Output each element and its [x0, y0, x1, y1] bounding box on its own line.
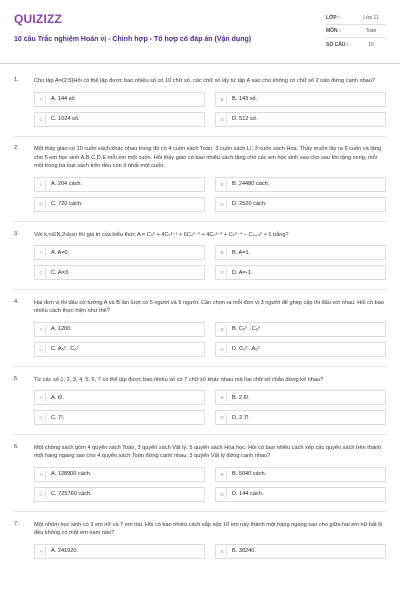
option-text: B. 30240.	[232, 548, 256, 555]
question-text: Một chồng sách gồm 4 quyển sách Toán, 3 quyển sách Vật lý, 5 quyển sách Hóa học. Hỏi có bao nhiêu cách xếp các quyển sách trên thành một hàng ngang sao cho 4 quyển sách Toán đứng cạnh nhau, 3 quyển Vật lý đứng cạnh nhau?	[34, 444, 382, 460]
option-letter: D	[218, 413, 227, 422]
question-divider	[14, 136, 386, 137]
meta-row-class	[326, 12, 386, 25]
option-letter: B	[218, 95, 227, 104]
question-list	[14, 77, 386, 559]
answer-option-a[interactable]	[34, 245, 205, 260]
option-letter: B	[218, 547, 227, 556]
option-text: D. 512 số.	[232, 116, 258, 123]
option-text: B. C₅³ . C₆³	[232, 326, 260, 333]
option-text: C. 720 cách.	[51, 201, 83, 208]
question-text: Từ các số 1, 2, 3, 4, 5, 6, 7 có thể lập được bao nhiêu số có 7 chữ số khác nhau mà hai chữ số chẵn đứng kề nhau?	[34, 376, 324, 383]
option-text: C. 1024 số.	[51, 116, 80, 123]
question-7	[14, 521, 386, 559]
meta-value: 10	[368, 41, 374, 48]
option-text: A. 204 cách.	[51, 181, 83, 188]
answer-options	[34, 544, 386, 559]
question-number: 2.	[14, 145, 19, 152]
meta-label: LỚP :	[326, 15, 340, 21]
option-letter: C	[37, 268, 46, 277]
answer-option-b[interactable]	[215, 544, 386, 559]
answer-option-c[interactable]	[34, 342, 205, 357]
option-letter: C	[37, 413, 46, 422]
option-letter: D	[218, 200, 227, 209]
option-letter: D	[218, 490, 227, 499]
option-text: D. 2520 cách.	[232, 201, 267, 208]
option-letter: D	[218, 345, 227, 354]
answer-options	[34, 177, 386, 212]
answer-options	[34, 390, 386, 425]
answer-option-a[interactable]	[34, 544, 205, 559]
option-letter: C	[37, 115, 46, 124]
question-5	[14, 376, 386, 435]
answer-option-c[interactable]	[34, 487, 205, 502]
option-letter: C	[37, 490, 46, 499]
answer-option-c[interactable]	[34, 112, 205, 127]
option-text: A. 144 số.	[51, 96, 77, 103]
question-text: Hai đơn vị thi đấu cờ tướng A và B lần lượt có 5 người và 6 người. Cần chọn ra mỗi đơn vị 3 người để ghép cặp thi đấu với nhau. Hỏi có bao nhiêu cách thực hiện như thế?	[34, 299, 384, 315]
question-6	[14, 444, 386, 512]
answer-option-b[interactable]	[215, 177, 386, 192]
option-letter: A	[37, 248, 46, 257]
answer-option-c[interactable]	[34, 265, 205, 280]
answer-options	[34, 322, 386, 357]
question-number: 5.	[14, 375, 19, 382]
answer-option-d[interactable]	[215, 487, 386, 502]
option-letter: B	[218, 325, 227, 334]
option-letter: D	[218, 268, 227, 277]
meta-value: Lớp 11	[363, 15, 379, 21]
meta-row-subject	[326, 25, 386, 38]
option-text: D. C₅³ . A₆³	[232, 346, 260, 353]
question-3	[14, 231, 386, 290]
meta-label: MÔN :	[326, 28, 341, 34]
answer-option-b[interactable]	[215, 92, 386, 107]
option-letter: B	[218, 393, 227, 402]
meta-value: Toán	[365, 28, 377, 34]
option-text: C. 7!.	[51, 414, 65, 421]
option-letter: A	[37, 95, 46, 104]
question-divider	[14, 289, 386, 290]
question-divider	[14, 511, 386, 512]
option-text: B. 143 số.	[232, 96, 258, 103]
option-text: D. A=-1.	[232, 269, 253, 276]
question-text: Một nhóm học sinh có 3 em nữ và 7 em trai. Hỏi có bao nhiêu cách sắp xếp 10 em này thành một hàng ngang sao cho giữa hai em nữ bất kì đều không có một em nam nào?	[34, 521, 383, 537]
option-letter: C	[37, 200, 46, 209]
answer-options	[34, 467, 386, 502]
question-number: 6.	[14, 443, 19, 450]
question-divider	[14, 434, 386, 435]
option-text: B. A=1.	[232, 249, 251, 256]
worksheet-title: 10 câu Trắc nghiệm Hoán vị - Chỉnh hợp - Tổ hợp có đáp án (Vận dụng)	[14, 36, 252, 43]
option-text: B. 24480 cách.	[232, 181, 270, 188]
question-2	[14, 145, 386, 221]
question-1	[14, 77, 386, 136]
answer-options	[34, 92, 386, 127]
answer-option-a[interactable]	[34, 177, 205, 192]
option-text: A. 6!.	[51, 394, 65, 401]
meta-row-count	[326, 38, 386, 51]
option-letter: A	[37, 180, 46, 189]
answer-option-b[interactable]	[215, 467, 386, 482]
option-text: A. A=0.	[51, 249, 70, 256]
option-text: C. A₅³ . C₆³	[51, 346, 79, 353]
option-letter: B	[218, 180, 227, 189]
question-divider	[14, 221, 386, 222]
question-4	[14, 299, 386, 367]
question-divider	[14, 366, 386, 367]
option-text: A. 1200.	[51, 326, 72, 333]
option-letter: D	[218, 115, 227, 124]
option-letter: C	[37, 345, 46, 354]
question-number: 7.	[14, 520, 19, 527]
answer-option-d[interactable]	[215, 410, 386, 425]
question-number: 3.	[14, 230, 19, 237]
answer-option-a[interactable]	[34, 390, 205, 405]
option-text: D. 2.7!.	[232, 414, 251, 421]
option-letter: B	[218, 470, 227, 479]
answer-option-b[interactable]	[215, 322, 386, 337]
option-text: D. 144 cách.	[232, 491, 264, 498]
question-number: 1.	[14, 77, 19, 83]
option-text: B. 5040 cách.	[232, 471, 267, 478]
answer-option-a[interactable]	[34, 92, 205, 107]
question-text: Với k,n∈N,2≤k≤n thì giá trị của biểu thức A = Cₙᵏ + 4Cₙᵏ⁻¹ + 6Cₙᵏ⁻² + 4Cₙᵏ⁻³ + Cₙᵏ⁻⁴ − Cₙ₊₄ᵏ + 1 bằng?	[34, 231, 289, 238]
answer-option-d[interactable]	[215, 197, 386, 212]
answer-option-c[interactable]	[34, 410, 205, 425]
option-text: B. 2.6!.	[232, 394, 250, 401]
option-letter: B	[218, 248, 227, 257]
meta-table	[326, 12, 386, 51]
answer-option-b[interactable]	[215, 390, 386, 405]
option-text: A. 128900 cách.	[51, 471, 92, 478]
option-text: C. 725760 cách.	[51, 491, 92, 498]
question-text: Cho tập A={2;5}Hỏi có thể lập được bao nhiêu số có 10 chữ số, các chữ số lấy từ tập A sao cho không có chữ số 2 nào đứng cạnh nhau?	[34, 78, 376, 84]
option-letter: A	[37, 547, 46, 556]
header	[14, 10, 386, 60]
answer-option-b[interactable]	[215, 245, 386, 260]
option-letter: A	[37, 325, 46, 334]
answer-option-d[interactable]	[215, 342, 386, 357]
meta-label: SỐ CÂU :	[326, 41, 349, 48]
option-text: A. 241920.	[51, 548, 79, 555]
option-letter: A	[37, 470, 46, 479]
quizizz-logo: QUIZIZZ	[14, 12, 63, 26]
option-letter: A	[37, 393, 46, 402]
answer-option-a[interactable]	[34, 322, 205, 337]
answer-options	[34, 245, 386, 280]
answer-option-a[interactable]	[34, 467, 205, 482]
answer-option-d[interactable]	[215, 265, 386, 280]
option-text: C. A=3.	[51, 269, 70, 276]
answer-option-d[interactable]	[215, 112, 386, 127]
header-divider	[0, 63, 400, 64]
question-text: Một thầy giáo có 10 cuốn sách khác nhau trong đó có 4 cuốn sách Toán, 3 cuốn sách Lí, 3 cuốn sách Hóa. Thầy muốn lấy ra 5 cuốn và tặng cho 5 em học sinh A,B,C,D,E mỗi em một cuốn. Hỏi thầy giáo có bao nhiêu cách tặng cho các em học sinh sao cho sau khi tặng xong, mỗi một trong ba loại sách trên đều còn ít nhất một cuốn.	[34, 146, 382, 170]
answer-option-c[interactable]	[34, 197, 205, 212]
question-number: 4.	[14, 298, 19, 305]
